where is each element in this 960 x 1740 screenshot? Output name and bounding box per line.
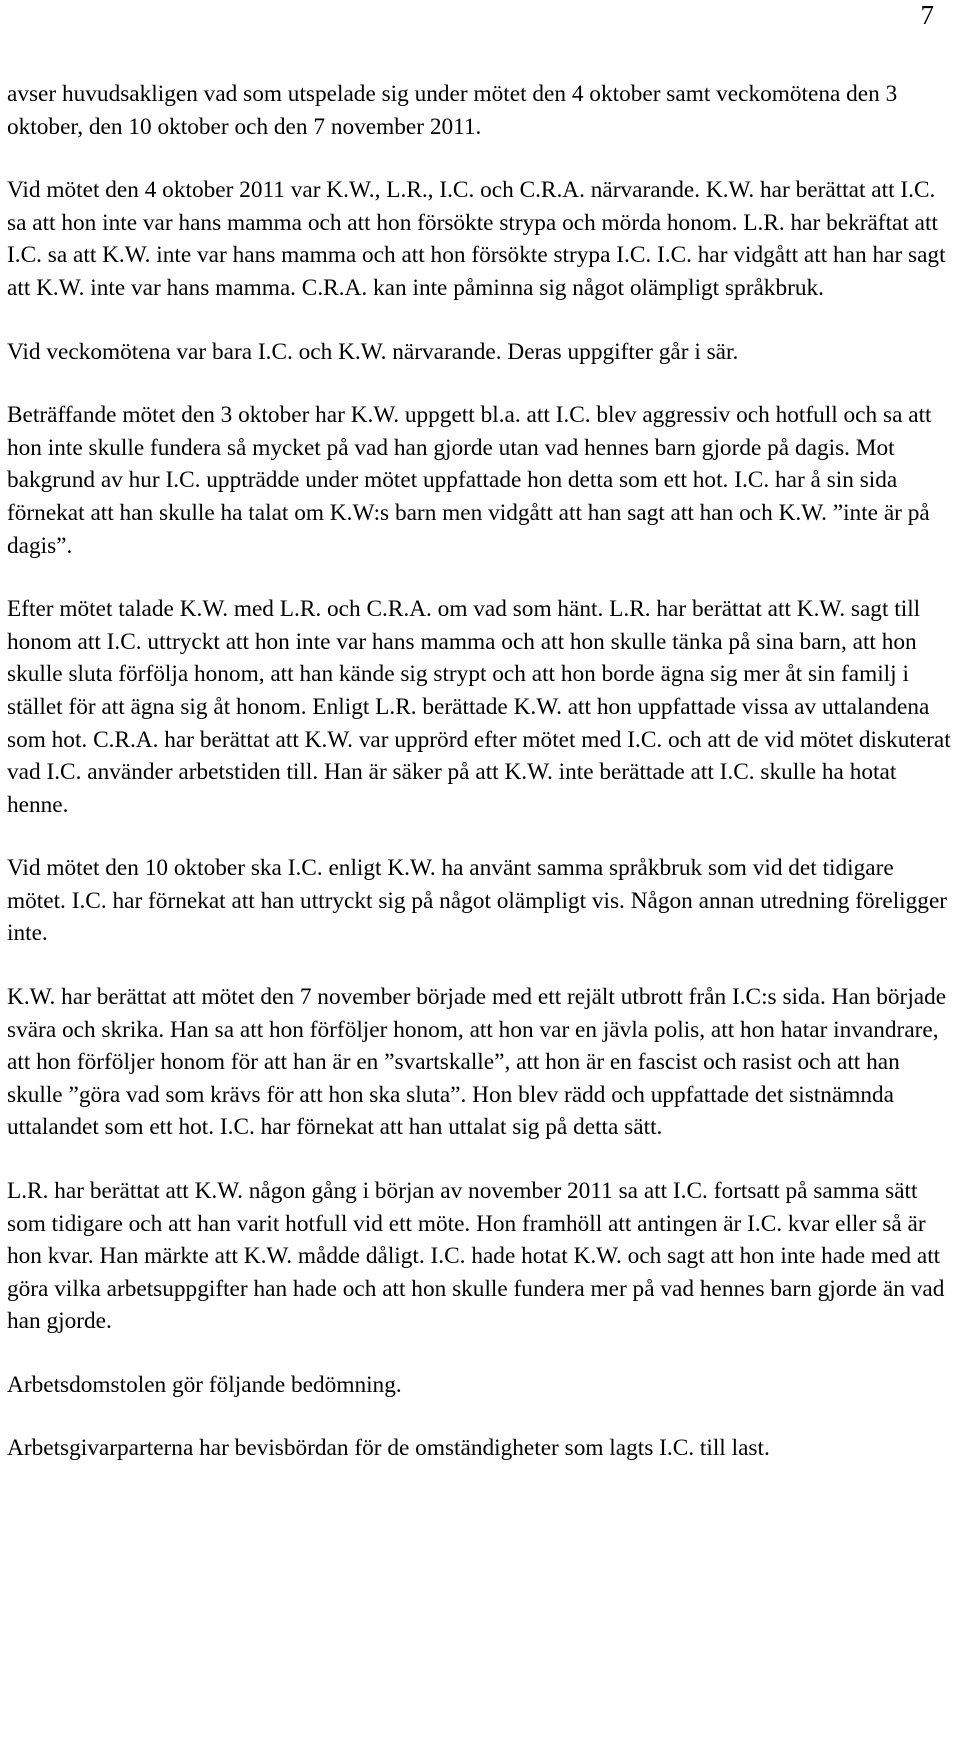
paragraph-3: Vid veckomötena var bara I.C. och K.W. närvarande. Deras uppgifter går i sär. — [7, 338, 739, 365]
paragraph-7: K.W. har berättat att mötet den 7 november började med ett rejält utbrott från I.C:s sida. Han började svära och skrika. Han sa att hon förföljer honom, att hon var en jävla polis, att hon hatar invandrare, att hon förföljer honom för att han är en ”svartskalle”, att hon är en fascist och rasist och att han skulle ”göra vad som krävs för att hon ska sluta”. Hon blev rädd och uppfattade det sistnämnda uttalandet som ett hot. I.C. har förnekat att han uttalat sig på detta sätt. — [7, 984, 947, 1141]
paragraph-4: Beträffande mötet den 3 oktober har K.W. uppgett bl.a. att I.C. blev aggressiv och hotfull och sa att hon inte skulle fundera så mycket på vad han gjorde utan vad hennes barn gjorde på dagis. Mot bakgrund av hur I.C. uppträdde under mötet uppfattade hon detta som ett hot. I.C. har å sin sida förnekat att han skulle ha talat om K.W:s barn men vidgått att han sagt att han och K.W. ”inte är på dagis”. — [7, 402, 932, 559]
document-body — [7, 78, 952, 1495]
paragraph-1: avser huvudsakligen vad som utspelade sig under mötet den 4 oktober samt veckomötena den 3 oktober, den 10 oktober och den 7 november 2011. — [7, 81, 898, 140]
paragraph-10: Arbetsgivarparterna har bevisbördan för de omständigheter som lagts I.C. till last. — [7, 1434, 770, 1461]
paragraph-2: Vid mötet den 4 oktober 2011 var K.W., L.R., I.C. och C.R.A. närvarande. K.W. har berättat att I.C. sa att hon inte var hans mamma och att hon försökte strypa och mörda honom. L.R. har bekräftat att I.C. sa att K.W. inte var hans mamma och att hon försökte strypa I.C. I.C. har vidgått att han har sagt att K.W. inte var hans mamma. C.R.A. kan inte påminna sig något olämpligt språkbruk. — [7, 177, 946, 301]
page-number: 7 — [920, 0, 934, 30]
paragraph-9: Arbetsdomstolen gör följande bedömning. — [7, 1372, 402, 1398]
paragraph-8: L.R. har berättat att K.W. någon gång i början av november 2011 sa att I.C. fortsatt på samma sätt som tidigare och att han varit hotfull vid ett möte. Hon framhöll att antingen är I.C. kvar eller så är hon kvar. Han märkte att K.W. mådde dåligt. I.C. hade hotat K.W. och sagt att hon inte hade med att göra vilka arbetsuppgifter han hade och att hon skulle fundera mer på vad hennes barn gjorde än vad han gjorde. — [7, 1178, 945, 1335]
paragraph-5: Efter mötet talade K.W. med L.R. och C.R.A. om vad som hänt. L.R. har berättat att K.W. sagt till honom att I.C. uttryckt att hon inte var hans mamma och att hon skulle tänka på sina barn, att hon skulle sluta förfölja honom, att han kände sig strypt och att hon borde ägna sig mer åt sin familj i stället för att ägna sig åt honom. Enligt L.R. berättade K.W. att hon uppfattade vissa av uttalandena som hot. C.R.A. har berättat att K.W. var upprörd efter mötet med I.C. och att de vid mötet diskuterat vad I.C. använder arbetstiden till. Han är säker på att K.W. inte berättade att I.C. skulle ha hotat henne. — [7, 596, 951, 818]
paragraph-6: Vid mötet den 10 oktober ska I.C. enligt K.W. ha använt samma språkbruk som vid det tidigare mötet. I.C. har förnekat att han uttryckt sig på något olämpligt vis. Någon annan utredning föreligger inte. — [7, 855, 948, 947]
